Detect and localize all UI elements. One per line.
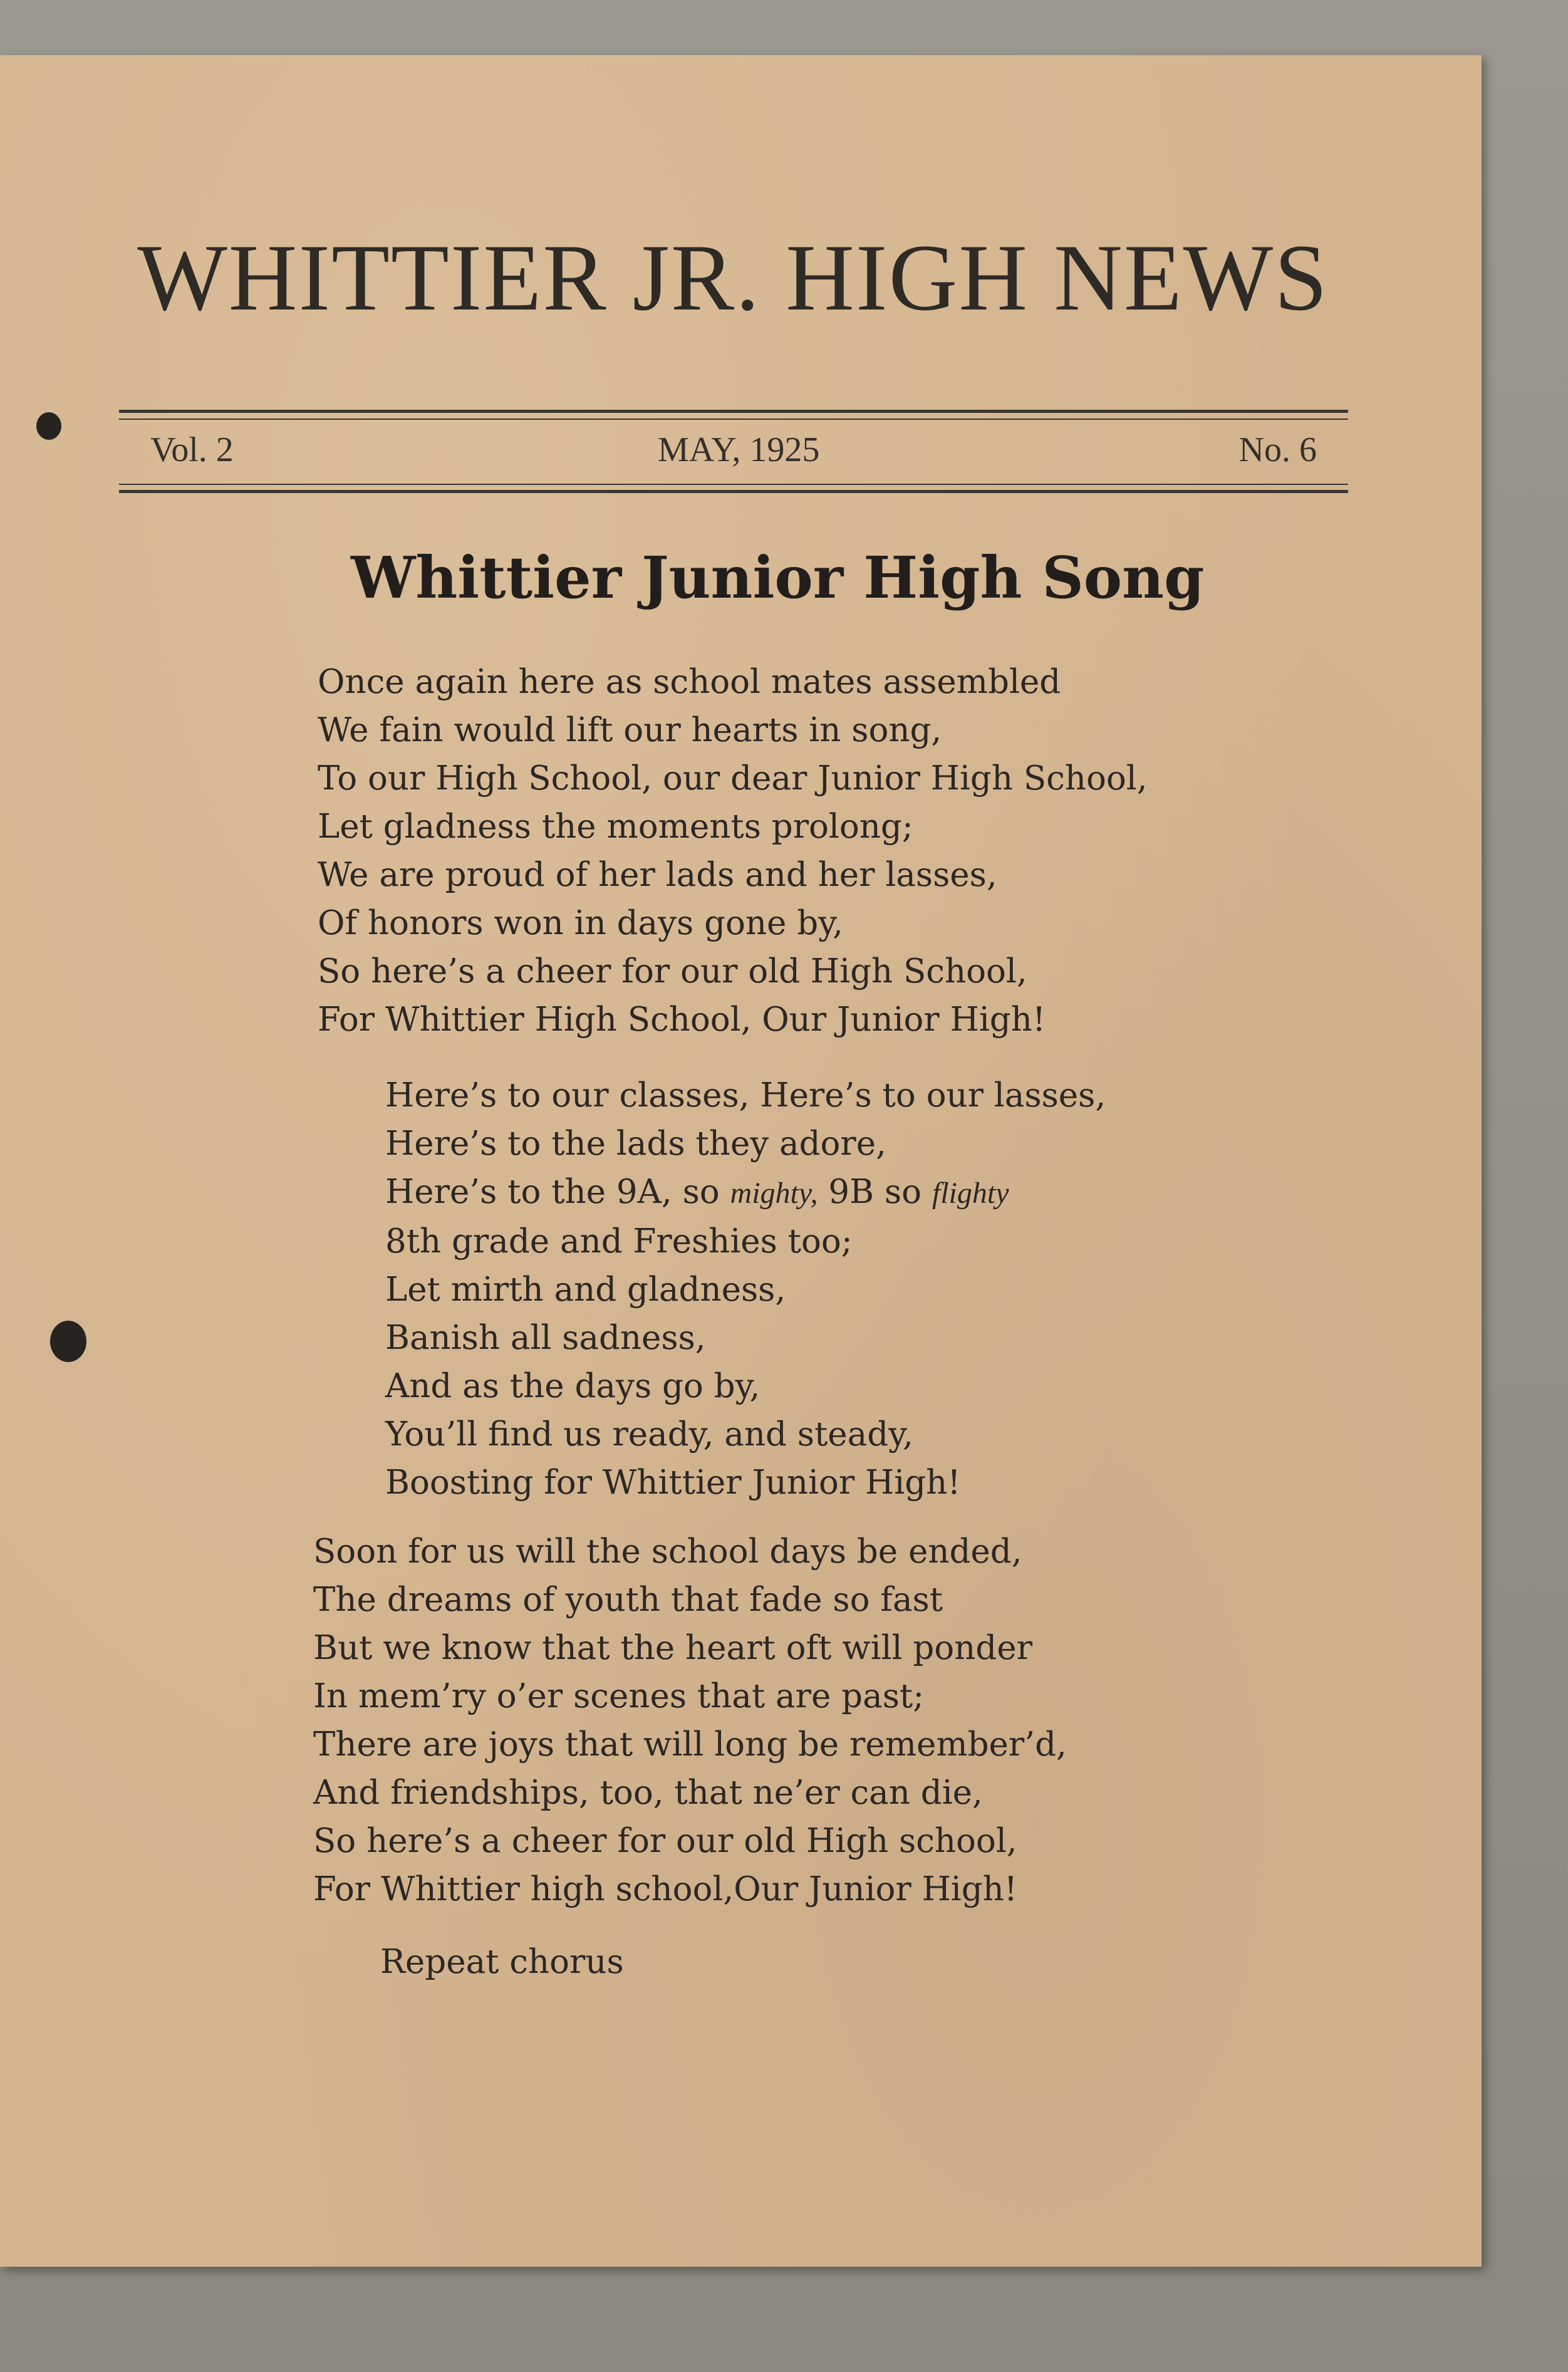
chorus-line: You’ll find us ready, and steady, [385,1415,913,1454]
verse-line: We fain would lift our hearts in song, [318,711,942,749]
song-title: Whittier Junior High Song [351,544,1205,611]
volume-label: Vol. 2 [150,430,234,469]
chorus-line: 8th grade and Freshies too; [385,1222,853,1261]
verse-line: For Whittier high school,Our Junior High! [313,1870,1018,1908]
verse-line: To our High School, our dear Junior High School, [318,759,1148,798]
verse-line: There are joys that will long be remember’d, [313,1725,1067,1764]
chorus-line: Let mirth and gladness, [385,1271,786,1309]
chorus-text: Here’s to the 9A, so [385,1173,730,1211]
newspaper-page [0,55,1482,2267]
verse-line: So here’s a cheer for our old High school, [313,1822,1017,1860]
repeat-chorus-note: Repeat chorus [380,1943,624,1981]
chorus-line [385,1168,1106,1217]
binder-hole-middle [50,1321,86,1362]
chorus [385,1071,1106,1507]
binder-hole-top [36,412,61,440]
verse-line: Let gladness the moments prolong; [318,808,913,846]
issue-number: No. 6 [1238,430,1317,469]
chorus-line: And as the days go by, [385,1367,761,1405]
masthead-rule-bottom-thin [119,484,1348,485]
masthead-rule-bottom-thick [119,490,1348,493]
verse-line: The dreams of youth that fade so fast [313,1581,943,1619]
chorus-line: Here’s to our classes, Here’s to our lasses, [385,1076,1106,1115]
chorus-line: Boosting for Whittier Junior High! [385,1464,961,1502]
chorus-emphasis: mighty, [730,1177,818,1210]
verse-line: In mem’ry o’er scenes that are past; [313,1677,925,1715]
verse-line: So here’s a cheer for our old High School, [318,952,1027,991]
verse-one [318,658,1148,1044]
verse-line: Once again here as school mates assembled [318,663,1061,701]
verse-line: Of honors won in days gone by, [318,904,843,942]
masthead-rule-top-thick [119,410,1348,413]
chorus-emphasis: flighty [932,1177,1009,1210]
verse-two [313,1527,1067,1913]
chorus-line: Banish all sadness, [385,1319,706,1357]
verse-line: For Whittier High School, Our Junior High! [318,1001,1046,1039]
issue-date: MAY, 1925 [658,430,820,469]
masthead-title: WHITTIER JR. HIGH NEWS [137,225,1329,330]
chorus-line: Here’s to the lads they adore, [385,1125,886,1163]
verse-line: Soon for us will the school days be ended, [313,1532,1022,1571]
verse-line: And friendships, too, that ne’er can die, [313,1774,983,1812]
issue-info-bar [119,425,1348,481]
chorus-text: 9B so [818,1173,932,1211]
verse-line: We are proud of her lads and her lasses, [318,856,997,894]
verse-line: But we know that the heart oft will ponder [313,1629,1032,1667]
masthead-rule-top-thin [119,419,1348,420]
